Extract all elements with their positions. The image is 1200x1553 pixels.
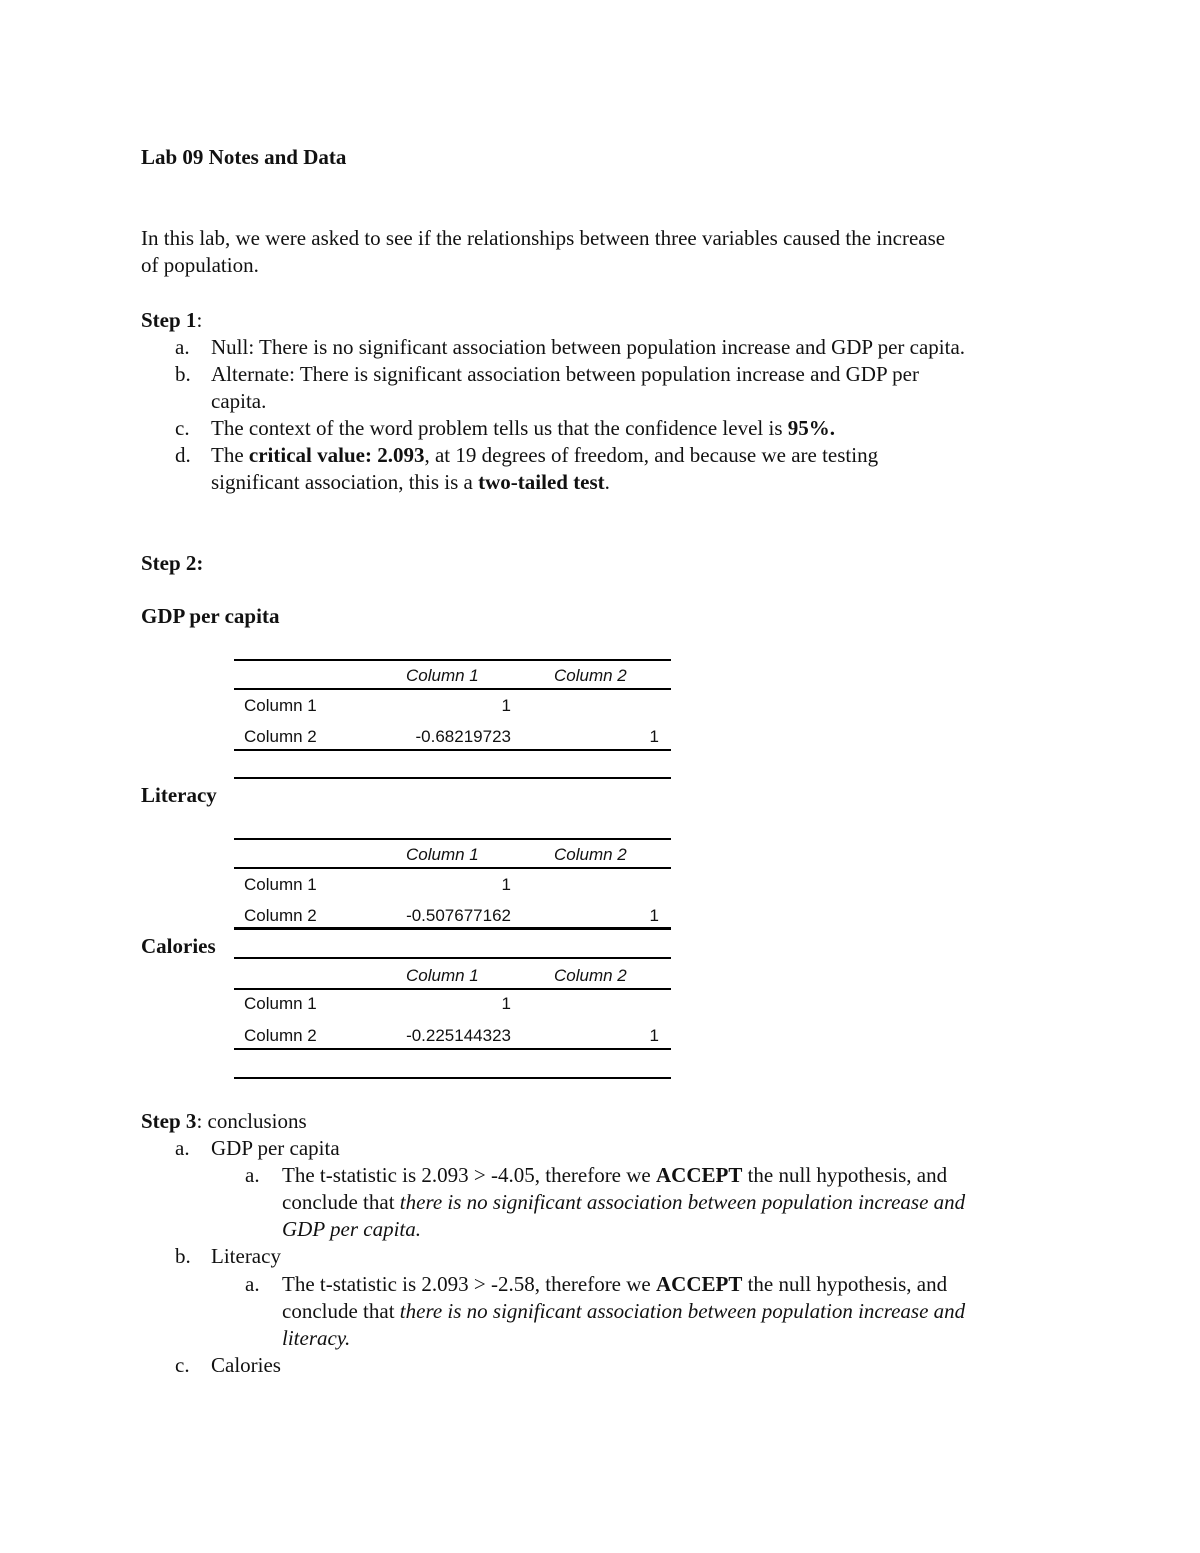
step3-marker-c: c. [175,1353,190,1377]
conclusion-italic: literacy. [282,1326,351,1350]
two-tailed-label: two-tailed test [478,470,605,494]
step1-marker-b: b. [175,362,191,386]
table-header: Column 1 [406,966,479,985]
step1-label: Step 1 [141,308,197,332]
conclusion-text: conclude that [282,1299,400,1323]
row-label: Column 2 [244,727,317,746]
conclusion-text: The t-statistic is 2.093 > -4.05, therefore we [282,1163,656,1187]
table-header: Column 2 [554,845,627,864]
table-cell: 1 [501,875,511,894]
table-cell: -0.225144323 [406,1026,511,1045]
conclusion-italic: there is no significant association between population increase and [399,1299,966,1323]
step3-marker-a: a. [175,1136,190,1160]
step3-sub-marker: a. [245,1272,260,1296]
step1-heading [141,307,202,333]
section-calories-heading: Calories [141,934,216,958]
step2-heading: Step 2: [141,551,204,575]
step3-gdp-conclusion-line2 [282,1189,965,1215]
table-header: Column 2 [554,666,627,685]
step1-item-critical-line2 [211,469,610,495]
step3-heading [141,1108,307,1134]
intro-line-1: In this lab, we were asked to see if the relationships between three variables caused the increase [141,226,946,250]
step3-item-gdp: GDP per capita [211,1136,340,1160]
table-cell: 1 [501,994,511,1013]
step3-label: Step 3 [141,1109,197,1133]
step1-item-alternate: Alternate: There is significant association between population increase and GDP per [211,362,919,386]
conclusion-text: The t-statistic is 2.093 > -2.58, therefore we [282,1272,656,1296]
step3-item-literacy: Literacy [211,1244,281,1268]
step3-marker-b: b. [175,1244,191,1268]
literacy-correlation-table [234,838,671,934]
critical-pre: The [211,443,249,467]
critical-line2-pre: significant association, this is a [211,470,479,494]
row-label: Column 1 [244,696,317,715]
table-header: Column 1 [406,666,479,685]
accept-label: ACCEPT [656,1272,743,1296]
step3-literacy-conclusion [282,1271,947,1297]
page-title: Lab 09 Notes and Data [141,145,347,169]
section-literacy-heading: Literacy [141,783,217,807]
table-cell: 1 [501,696,511,715]
intro-line-2: of population. [141,253,259,277]
step1-marker-d: d. [175,443,191,467]
conclusion-text: conclude that [282,1190,400,1214]
critical-line2-post: . [604,470,610,494]
step3-literacy-conclusion-line2 [282,1298,965,1324]
row-label: Column 1 [244,994,317,1013]
critical-value: critical value: 2.093 [248,443,425,467]
step1-marker-a: a. [175,335,190,359]
table-cell: 1 [649,906,659,925]
step1-item-critical [211,442,878,468]
confidence-text: The context of the word problem tells us that the confidence level is [211,416,788,440]
row-label: Column 1 [244,875,317,894]
step3-sub-marker: a. [245,1163,260,1187]
accept-label: ACCEPT [656,1163,743,1187]
step1-marker-c: c. [175,416,190,440]
step3-gdp-conclusion-line3 [282,1216,421,1242]
table-header: Column 2 [554,966,627,985]
table-header: Column 1 [406,845,479,864]
conclusion-text: the null hypothesis, and [742,1163,948,1187]
step3-gdp-conclusion [282,1162,947,1188]
step3-item-calories: Calories [211,1353,281,1377]
table-cell: 1 [649,1026,659,1045]
row-label: Column 2 [244,1026,317,1045]
conclusion-italic: GDP per capita. [282,1217,422,1241]
confidence-value: 95%. [787,416,835,440]
step3-suffix: : conclusions [196,1109,307,1133]
row-label: Column 2 [244,906,317,925]
table-cell: -0.507677162 [406,906,511,925]
table-cell: 1 [649,727,659,746]
calories-correlation-table [234,957,671,1081]
step1-suffix: : [196,308,203,332]
step1-item-confidence [211,415,835,441]
section-gdp-heading: GDP per capita [141,604,280,628]
step3-literacy-conclusion-line3 [282,1325,350,1351]
conclusion-italic: there is no significant association between population increase and [399,1190,966,1214]
table-cell: -0.68219723 [415,727,511,746]
conclusion-text: the null hypothesis, and [742,1272,948,1296]
gdp-correlation-table [234,659,671,781]
critical-mid: , at 19 degrees of freedom, and because we are testing [424,443,879,467]
step1-item-null: Null: There is no significant association between population increase and GDP per capita. [211,335,966,359]
step1-item-alternate-line2: capita. [211,389,267,413]
